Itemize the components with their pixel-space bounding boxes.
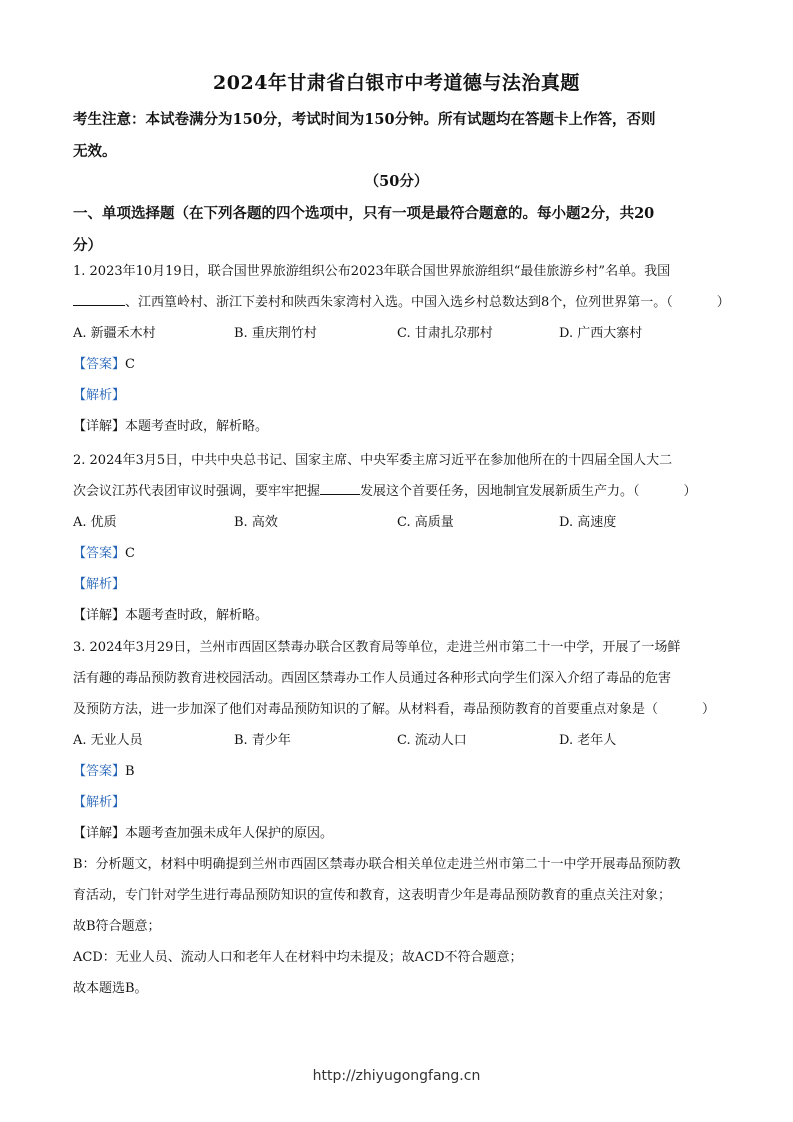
question-stem-line: 2. 2024年3月5日，中共中央总书记、国家主席、中央军委主席习近平在参加他所在的十四届全国人大二 — [73, 453, 673, 468]
analysis-line — [73, 569, 723, 600]
page-title: 2024年甘肃省白银市中考道德与法治真题 — [213, 72, 580, 94]
notice-line: 考生注意：本试卷满分为150分，考试时间为150分钟。所有试题均在答题卡上作答，否则 — [73, 111, 656, 128]
answer-value: B — [125, 764, 135, 779]
section-heading — [73, 198, 723, 262]
option-a: A. 优质 — [73, 515, 117, 530]
question-2 — [73, 445, 723, 631]
explanation-line: ACD：无业人员、流动人口和老年人在材料中均未提及；故ACD不符合题意； — [73, 950, 523, 965]
detail-tag: 【详解】 — [73, 419, 126, 434]
answer-value: C — [125, 357, 135, 372]
detail-line — [73, 818, 723, 849]
answer-tag: 【答案】 — [73, 546, 126, 561]
question-stem-line — [73, 287, 730, 318]
option-d: D. 广西大寨村 — [559, 326, 643, 341]
option-b: B. 青少年 — [234, 733, 291, 748]
question-stem-line — [73, 476, 723, 507]
option-d: D. 高速度 — [559, 515, 617, 530]
option-c: C. 甘肃扎尕那村 — [397, 326, 493, 341]
option-c: C. 高质量 — [397, 515, 454, 530]
detail-tag: 【详解】 — [73, 608, 126, 623]
answer-value: C — [125, 546, 135, 561]
explanation-line: 育活动，专门针对学生进行毒品预防知识的宣传和教育，这表明青少年是毒品预防教育的重点关注对象； — [73, 888, 672, 903]
footer-url[interactable]: http://zhiyugongfang.cn — [312, 1068, 481, 1084]
analysis-tag: 【解析】 — [73, 795, 126, 810]
detail-line — [73, 600, 723, 631]
question-stem-line: 3. 2024年3月29日，兰州市西固区禁毒办联合区教育局等单位，走进兰州市第二十一中学，开展了一场鲜 — [73, 640, 681, 655]
paren-close: ） — [683, 484, 697, 499]
exam-notice — [73, 104, 723, 168]
options-row — [73, 318, 723, 349]
section-heading-line: 一、单项选择题（在下列各题的四个选项中，只有一项是最符合题意的。每小题2分，共20 — [73, 205, 655, 222]
answer-blank — [73, 290, 125, 306]
notice-line: 无效。 — [73, 143, 117, 160]
question-stem-text: 及预防方法，进一步加深了他们对毒品预防知识的了解。从材料看，毒品预防教育的首要重点对象是（ — [73, 702, 659, 717]
paren-close: ） — [702, 702, 716, 717]
option-b: B. 重庆荆竹村 — [234, 326, 317, 341]
option-a: A. 无业人员 — [73, 733, 143, 748]
question-1 — [73, 256, 730, 442]
question-stem-text: 、江西篁岭村、浙江下姜村和陕西朱家湾村入选。中国入选乡村总数达到8个，位列世界第一。（ — [125, 295, 673, 310]
question-stem-line: 活有趣的毒品预防教育进校园活动。西固区禁毒办工作人员通过各种形式向学生们深入介绍了毒品的危害 — [73, 671, 672, 686]
answer-line — [73, 756, 723, 787]
question-stem-text: 次会议江苏代表团审议时强调，要牢牢把握 — [73, 484, 321, 499]
answer-blank — [320, 479, 360, 495]
question-stem-line: 1. 2023年10月19日，联合国世界旅游组织公布2023年联合国世界旅游组织“最佳旅游乡村”名单。我国 — [73, 264, 671, 279]
options-row — [73, 725, 723, 756]
analysis-tag: 【解析】 — [73, 388, 126, 403]
question-3 — [73, 632, 723, 1004]
answer-tag: 【答案】 — [73, 764, 126, 779]
paren-close: ） — [716, 295, 730, 310]
option-d: D. 老年人 — [559, 733, 617, 748]
detail-text: 本题考查时政，解析略。 — [125, 419, 269, 434]
option-c: C. 流动人口 — [397, 733, 467, 748]
analysis-line — [73, 380, 723, 411]
detail-line — [73, 411, 723, 442]
section-heading-line: 分） — [73, 237, 102, 254]
options-row — [73, 507, 723, 538]
detail-text: 本题考查时政，解析略。 — [125, 608, 269, 623]
option-a: A. 新疆禾木村 — [73, 326, 156, 341]
explanation-line: B：分析题文，材料中明确提到兰州市西固区禁毒办联合相关单位走进兰州市第二十一中学开展毒品预防教 — [73, 857, 681, 872]
answer-tag: 【答案】 — [73, 357, 126, 372]
answer-line — [73, 349, 723, 380]
detail-text: 本题考查加强未成年人保护的原因。 — [125, 826, 334, 841]
answer-line — [73, 538, 723, 569]
option-b: B. 高效 — [234, 515, 278, 530]
question-stem-line — [73, 694, 723, 725]
question-stem-text: 发展这个首要任务，因地制宜发展新质生产力。（ — [360, 484, 640, 499]
analysis-tag: 【解析】 — [73, 577, 126, 592]
section-score: （50分） — [364, 173, 429, 190]
explanation-line: 故本题选B。 — [73, 981, 148, 996]
analysis-line — [73, 787, 723, 818]
explanation-line: 故B符合题意； — [73, 919, 161, 934]
detail-tag: 【详解】 — [73, 826, 126, 841]
